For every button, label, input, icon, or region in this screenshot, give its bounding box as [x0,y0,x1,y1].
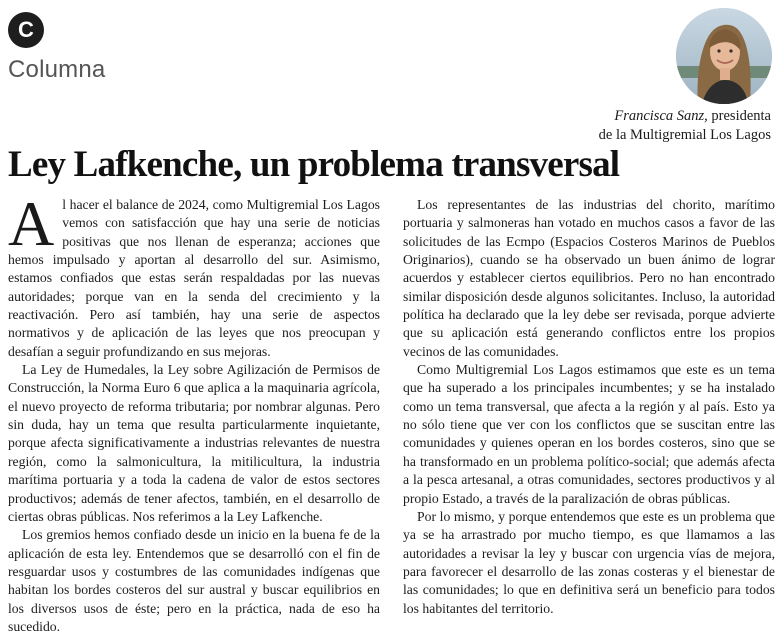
article-column-left [8,188,380,633]
author-photo [676,8,772,104]
author-organization: de la Multigremial Los Lagos [598,127,771,143]
article-column-right [403,196,775,618]
section-label: Columna [8,56,106,83]
author-role: presidenta [711,108,771,124]
article-paragraph: La Ley de Humedales, la Ley sobre Agilización de Permisos de Construcción, la Norma Euro 6 que aplica a la maquinaria agrícola, el nuevo proyecto de reforma tributaria; por nombrar algunas. Pero sin duda, hay un tema que resulta particularmente inquietante, porque afecta significativamente a industrias relevantes de nuestra región, como la salmonicultura, la mitilicultura, la industria marítima portuaria y a toda la cadena de valor de estos sectores productivos; además de tener afectos, también, en el desarrollo de ciertas obras públicas. Nos referimos a la Ley Lafkenche. [8,362,380,524]
column-badge-icon: C [8,12,44,48]
article-headline: Ley Lafkenche, un problema transversal [8,144,620,185]
article-paragraph: Los gremios hemos confiado desde un inicio en la buena fe de la aplicación de esta ley. Entendemos que se desarrolló con el fin de resguardar usos y costumbres de las comunidades indígenas que habitan los bordes costeros del sur austral y buscar equilibrios en los diversos usos de éste; pero en la práctica, nada de eso ha sucedido. [8,527,380,633]
author-name: Francisca Sanz, [614,108,708,124]
drop-cap: A [8,188,55,259]
article-paragraph: Como Multigremial Los Lagos estimamos que este es un tema que ha superado a los principales incumbentes; y se ha instalado como un tema transversal, que afecta a la región y al país. Esto ya no sólo tiene que ver con los conflictos que se suscitan entre las comunidades y quienes operan en los bordes costeros, sino que se ha transformado en un problema político-social; que además afecta a la pesca artesanal, a otras comunidades, sectores productivos y al propio Estado, a través de la paralización de obras públicas. [403,362,775,506]
article-paragraph: Los representantes de las industrias del chorito, marítimo portuaria y salmoneras han votado en muchos casos a favor de las solicitudes de las Ecmpo (Espacios Costeros Marinos de Pueblos Originarios), cuando se ha observado un buen ánimo de lograr acuerdos y establecer ciertos equilibrios. Pero no han encontrado similar disposición desde algunos solicitantes. Incluso, la autoridad política ha declarado que la ley debe ser revisada, porque advierte que su aplicación está generando conflictos entre los propios vecinos de las comunidades. [403,197,775,359]
author-byline [599,107,771,145]
article-body [8,188,775,633]
article-paragraph: Al hacer el balance de 2024, como Multigremial Los Lagos vemos con satisfacción que hay una serie de noticias positivas que nos llenan de esperanza; acciones que hemos impulsado y aportan al desarrollo del sur. Asimismo, estamos confiados que estas serán respaldadas por las nuevas autoridades; porque van en la senda del crecimiento y la reactivación. Pero así también, hay una serie de aspectos normativos y de aplicación de las leyes que nos preocupan y desafían a seguir profundizando en sus mejoras. [8,188,380,359]
article-paragraph: Por lo mismo, y porque entendemos que este es un problema que ya se ha arrastrado por mucho tiempo, es que llamamos a las autoridades a revisar la ley y buscar con urgencia vías de mejora, para favorecer el desarrollo de las zonas costeras y el bienestar de las comunidades; lo que en definitiva será un beneficio para todos los habitantes del territorio. [403,508,775,616]
